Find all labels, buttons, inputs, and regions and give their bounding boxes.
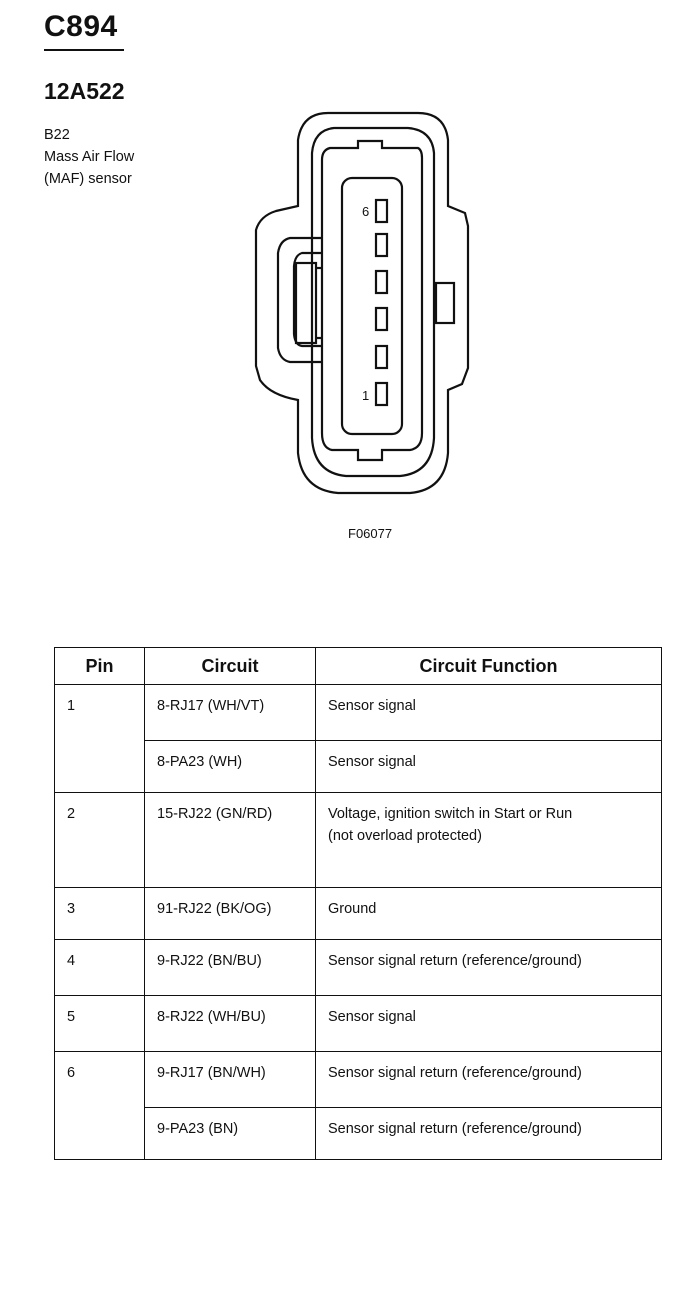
table-row: [55, 1052, 662, 1108]
circuit-function: Sensor signal: [316, 996, 662, 1052]
table-row: [55, 685, 662, 741]
right-tab: [436, 283, 454, 323]
circuit: 91-RJ22 (BK/OG): [145, 888, 316, 940]
table-row: [55, 793, 662, 888]
title-underline: [44, 49, 124, 51]
circuit-function-line2: (not overload protected): [328, 828, 482, 844]
circuit-function: Sensor signal: [316, 685, 662, 741]
circuit: 8-RJ17 (WH/VT): [145, 685, 316, 741]
table-row: [55, 940, 662, 996]
circuit-function: Sensor signal return (reference/ground): [316, 1108, 662, 1160]
circuit: 8-RJ22 (WH/BU): [145, 996, 316, 1052]
pin-number: 1: [55, 685, 145, 793]
component-name-line2: (MAF) sensor: [44, 171, 132, 187]
pin-6: [376, 200, 387, 222]
circuit: 9-RJ17 (BN/WH): [145, 1052, 316, 1108]
part-number: 12A522: [44, 78, 125, 104]
pin-4: [376, 271, 387, 293]
connector-id: C894: [44, 10, 118, 43]
header-pin: Pin: [55, 648, 145, 685]
circuit-function: Ground: [316, 888, 662, 940]
pin-number: 6: [55, 1052, 145, 1160]
table-row: [55, 996, 662, 1052]
table-row: [55, 888, 662, 940]
circuit: 9-PA23 (BN): [145, 1108, 316, 1160]
pin-cavity: [342, 178, 402, 434]
table-row: [55, 1108, 662, 1160]
connector-face: [322, 141, 422, 460]
circuit-function: Sensor signal return (reference/ground): [316, 1052, 662, 1108]
pin-number: 2: [55, 793, 145, 888]
pin-2: [376, 346, 387, 368]
figure-id: F06077: [348, 526, 393, 541]
table-header-row: [55, 648, 662, 685]
circuit-function: Sensor signal return (reference/ground): [316, 940, 662, 996]
pin-number: 5: [55, 996, 145, 1052]
pinout-table: [54, 647, 662, 1160]
header-circuit: Circuit: [145, 648, 316, 685]
connector-face-diagram: [250, 108, 490, 498]
component-code: B22: [44, 127, 70, 143]
pin-number: 4: [55, 940, 145, 996]
pin-label-1: 1: [362, 388, 370, 403]
circuit-function-line1: Voltage, ignition switch in Start or Run: [328, 806, 573, 822]
component-name-line1: Mass Air Flow: [44, 149, 135, 165]
header-function: Circuit Function: [316, 648, 662, 685]
circuit: 9-RJ22 (BN/BU): [145, 940, 316, 996]
circuit-function: Sensor signal: [316, 741, 662, 793]
housing-inner-contour: [312, 128, 434, 476]
pin-number: 3: [55, 888, 145, 940]
component-description: [44, 124, 134, 190]
pin-1: [376, 383, 387, 405]
pin-3: [376, 308, 387, 330]
pin-5: [376, 234, 387, 256]
circuit-function: [316, 793, 662, 888]
pin-label-6: 6: [362, 204, 370, 219]
circuit: 8-PA23 (WH): [145, 741, 316, 793]
table-row: [55, 741, 662, 793]
circuit: 15-RJ22 (GN/RD): [145, 793, 316, 888]
